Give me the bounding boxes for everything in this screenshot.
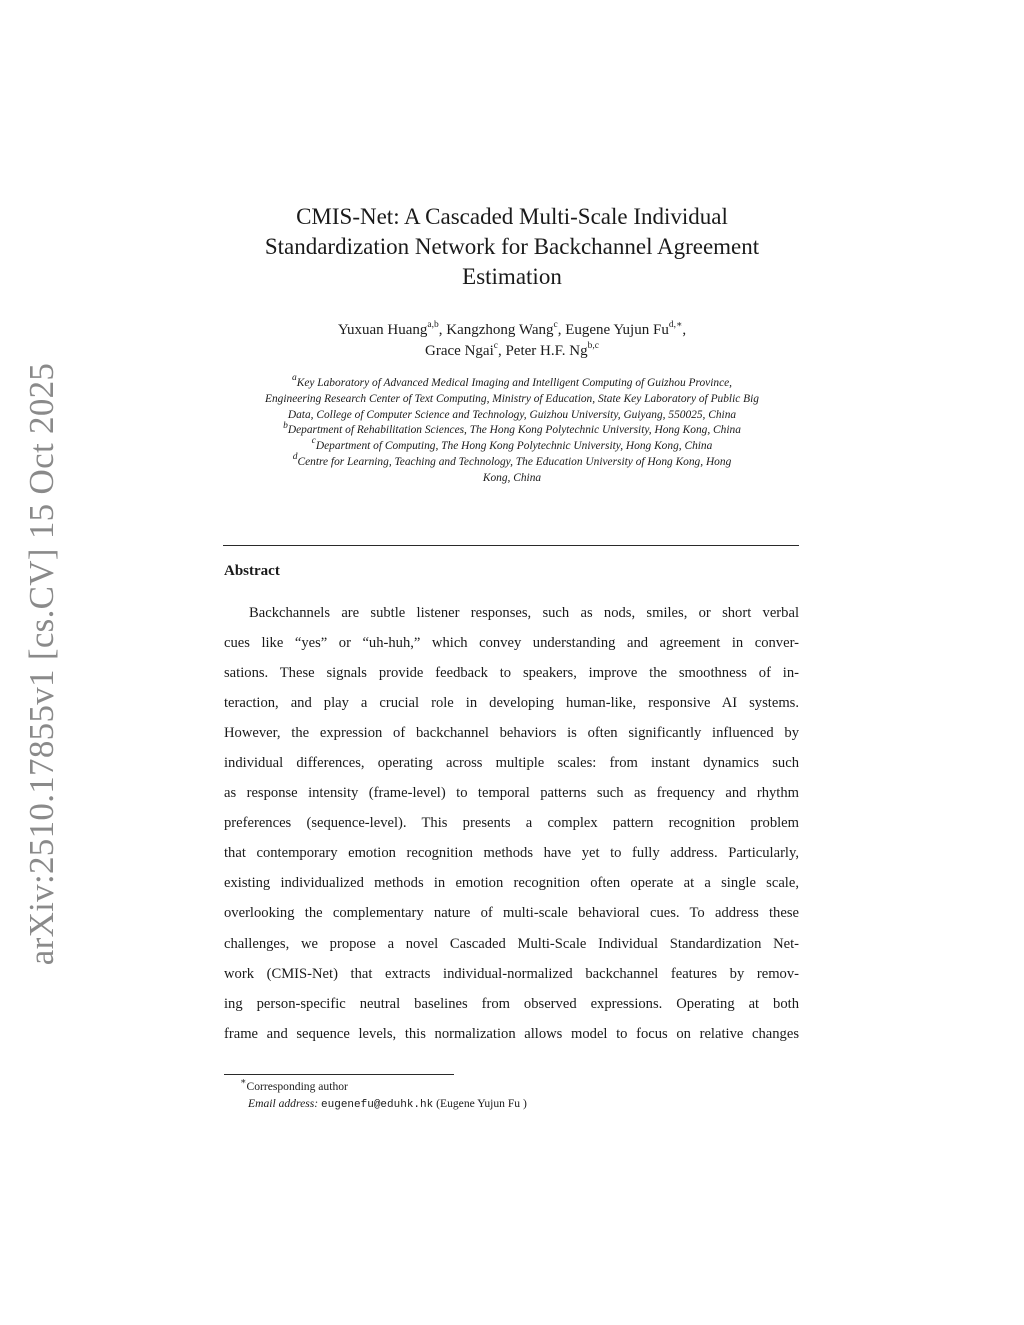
- email-label: Email address:: [248, 1096, 319, 1110]
- affiliation-b: [222, 420, 802, 439]
- footnote-rule: [224, 1074, 454, 1075]
- abstract-line: work (CMIS-Net) that extracts individual-normalized backchannel features by remov-: [224, 965, 799, 982]
- footnote-mark: ∗: [240, 1077, 247, 1088]
- author-name: Grace Ngai: [425, 343, 494, 359]
- affiliation-text: Key Laboratory of Advanced Medical Imaging and Intelligent Computing of Guizhou Province,: [296, 377, 733, 389]
- abstract-line: However, the expression of backchannel behaviors is often significantly influenced by: [224, 725, 799, 742]
- affiliation-a-cont: Engineering Research Center of Text Computing, Ministry of Education, State Key Laboratory of Public Big: [265, 392, 759, 405]
- title-line: Estimation: [462, 264, 562, 289]
- affiliation-text: Centre for Learning, Teaching and Technology, The Education University of Hong Kong, Hong: [297, 455, 732, 468]
- author-line: [212, 320, 812, 341]
- author-affiliation-mark: c: [493, 341, 498, 352]
- arxiv-identifier: arXiv:2510.17855v1 [cs.CV] 15 Oct 2025: [22, 362, 61, 966]
- abstract-line: individual differences, operating across multiple scales: from instant dynamics such: [224, 755, 799, 772]
- title-line: Standardization Network for Backchannel Agreement: [264, 234, 760, 259]
- affiliation-mark: a: [291, 373, 297, 384]
- author-line: [212, 341, 812, 362]
- abstract-line: sations. These signals provide feedback to speakers, improve the smoothness of in-: [224, 665, 799, 682]
- abstract-top-rule: [223, 545, 799, 546]
- abstract-heading: Abstract: [224, 563, 280, 579]
- author-name: Kangzhong Wang: [446, 322, 554, 338]
- abstract-line: preferences (sequence-level). This presents a complex pattern recognition problem: [224, 815, 799, 832]
- affiliation-text: Department of Rehabilitation Sciences, The Hong Kong Polytechnic University, Hong Kong, China: [287, 424, 741, 437]
- email-note: [240, 1096, 527, 1114]
- affiliation-mark: c: [311, 436, 316, 447]
- email-link[interactable]: eugenefu@eduhk.hk: [321, 1098, 434, 1111]
- corresponding-author-text: Corresponding author: [246, 1080, 348, 1093]
- abstract-line: teraction, and play a crucial role in developing human-like, responsive AI systems.: [224, 695, 799, 712]
- abstract-line: existing individualized methods in emotion recognition often operate at a single scale,: [224, 875, 799, 892]
- affiliation-d-cont: Kong, China: [482, 471, 542, 484]
- author-separator: ,: [682, 322, 687, 338]
- title-line: CMIS-Net: A Cascaded Multi-Scale Individual: [296, 204, 728, 229]
- author-separator: ,: [438, 322, 447, 338]
- paper-title: [212, 202, 812, 292]
- affiliation-text: Department of Computing, The Hong Kong Polytechnic University, Hong Kong, China: [315, 440, 713, 453]
- abstract-line: ing person-specific neutral baselines from observed expressions. Operating at both: [224, 995, 799, 1012]
- author-affiliation-mark: b,c: [587, 341, 599, 352]
- affiliations: [222, 373, 802, 487]
- corresponding-author-note: [240, 1079, 527, 1096]
- abstract-line: cues like “yes” or “uh-huh,” which convey understanding and agreement in conver-: [224, 635, 799, 652]
- author-name: Yuxuan Huang: [337, 322, 428, 338]
- author-name: Eugene Yujun Fu: [565, 322, 669, 338]
- abstract-line: overlooking the complementary nature of multi-scale behavioral cues. To address these: [224, 905, 799, 922]
- abstract-body: [224, 598, 799, 1049]
- affiliation-c: [222, 436, 802, 455]
- author-affiliation-mark: d,∗: [668, 320, 683, 331]
- abstract-line: frame and sequence levels, this normalization allows model to focus on relative changes: [224, 1025, 799, 1042]
- author-list: [212, 320, 812, 362]
- author-affiliation-mark: a,b: [427, 320, 439, 331]
- author-affiliation-mark: c: [553, 320, 558, 331]
- affiliation-d: [222, 452, 802, 471]
- abstract-line: Backchannels are subtle listener responses, such as nods, smiles, or short verbal: [249, 605, 799, 621]
- email-owner: (Eugene Yujun Fu ): [436, 1096, 527, 1110]
- abstract-line: that contemporary emotion recognition methods have yet to fully address. Particularly,: [224, 845, 799, 862]
- author-separator: ,: [557, 322, 566, 338]
- author-name: Peter H.F. Ng: [505, 343, 588, 359]
- author-separator: ,: [497, 343, 506, 359]
- affiliation-a: [222, 373, 802, 392]
- affiliation-mark: b: [283, 420, 288, 431]
- abstract-line: as response intensity (frame-level) to temporal patterns such as frequency and rhythm: [224, 785, 799, 802]
- affiliation-a-cont: Data, College of Computer Science and Technology, Guizhou University, Guiyang, 550025, China: [287, 408, 737, 421]
- affiliation-mark: d: [292, 452, 298, 463]
- footnotes: [240, 1079, 527, 1113]
- abstract-line: challenges, we propose a novel Cascaded Multi-Scale Individual Standardization Net-: [224, 935, 799, 952]
